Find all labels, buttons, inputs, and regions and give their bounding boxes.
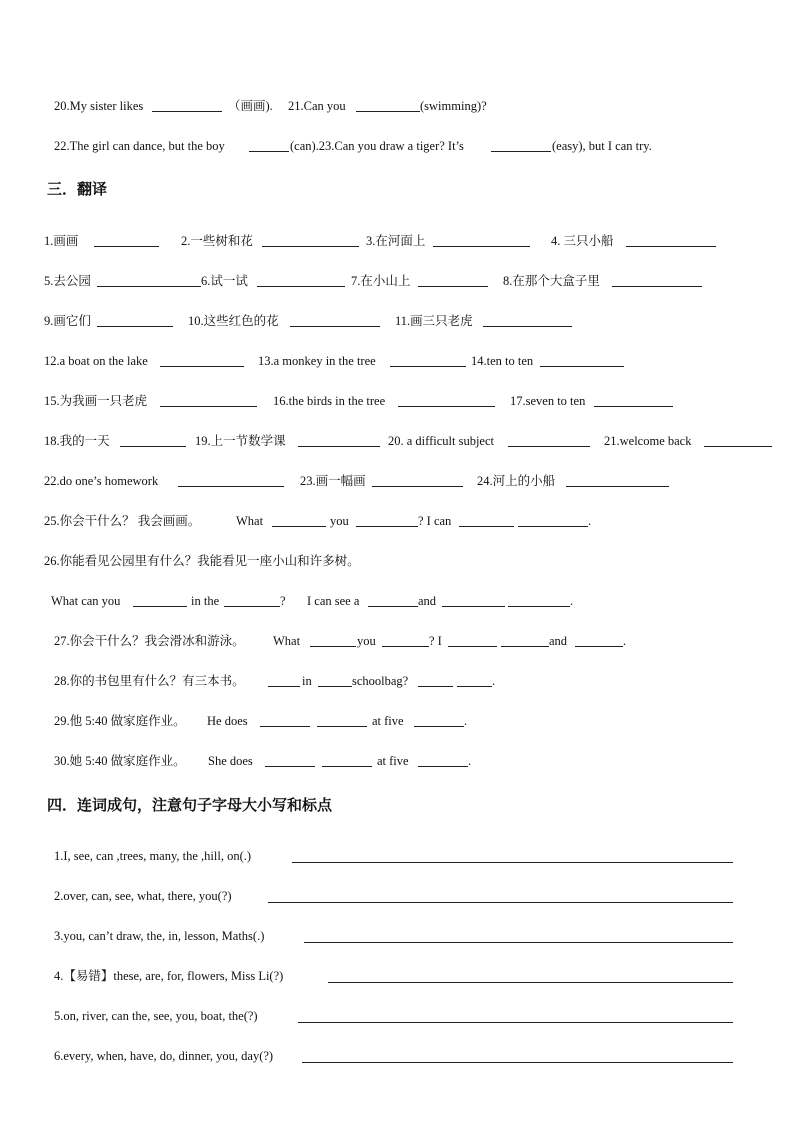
item-20: 20. a difficult subject (388, 434, 494, 448)
item-2-blank[interactable] (262, 246, 359, 247)
q26-in-the: in the (191, 594, 220, 608)
item-14-blank[interactable] (540, 366, 624, 367)
q25-chinese: 25.你会干什么？ 我会画画。 (44, 514, 201, 528)
q26-chinese: 26.你能看见公园里有什么？我能看见一座小山和许多树。 (44, 554, 360, 568)
sentence-2-answer-line[interactable] (268, 902, 733, 903)
q22-blank[interactable] (249, 151, 289, 152)
item-10: 10.这些红色的花 (188, 314, 279, 328)
q27-blank-3[interactable] (448, 646, 497, 647)
q30-at-five: at five (377, 754, 409, 768)
item-12: 12.a boat on the lake (44, 354, 148, 368)
q30-blank-1[interactable] (265, 766, 315, 767)
q27-i: ? I (429, 634, 442, 648)
sentence-1-words: 1.I, see, can ,trees, many, the ,hill, on(.) (54, 849, 252, 863)
q27-blank-1[interactable] (310, 646, 356, 647)
item-20-blank[interactable] (508, 446, 590, 447)
q29-period: . (464, 714, 468, 728)
q23-label: (can).23.Can you draw a tiger? It’s (290, 139, 464, 153)
item-1: 1.画画 (44, 234, 79, 248)
q30-she-does: She does (208, 754, 253, 768)
item-4-blank[interactable] (626, 246, 716, 247)
item-19: 19.上一节数学课 (195, 434, 286, 448)
item-17-blank[interactable] (594, 406, 673, 407)
q23-blank[interactable] (491, 151, 551, 152)
item-19-blank[interactable] (298, 446, 380, 447)
q29-chinese: 29.他 5:40 做家庭作业。 (54, 714, 186, 728)
q27-period: . (623, 634, 627, 648)
q30-chinese: 30.她 5:40 做家庭作业。 (54, 754, 186, 768)
q27-what: What (273, 634, 301, 648)
q26-period: . (570, 594, 574, 608)
item-22-blank[interactable] (178, 486, 284, 487)
item-11-blank[interactable] (483, 326, 572, 327)
q23-hint: (easy), but I can try. (552, 139, 652, 153)
q29-blank-1[interactable] (260, 726, 310, 727)
q26-what-can-you: What can you (51, 594, 121, 608)
item-24: 24.河上的小船 (477, 474, 556, 488)
item-14: 14.ten to ten (471, 354, 534, 368)
item-6-blank[interactable] (257, 286, 345, 287)
sentence-4-answer-line[interactable] (328, 982, 733, 983)
item-22: 22.do one’s homework (44, 474, 159, 488)
item-9: 9.画它们 (44, 314, 91, 328)
q30-blank-3[interactable] (418, 766, 468, 767)
q28-in: in (302, 674, 312, 688)
item-5: 5.去公园 (44, 274, 91, 288)
q30-period: . (468, 754, 472, 768)
q29-he-does: He does (207, 714, 248, 728)
q26-blank-4[interactable] (442, 606, 505, 607)
item-6: 6.试一试 (201, 274, 248, 288)
q20-hint: （画画). (228, 99, 273, 113)
q27-blank-2[interactable] (382, 646, 429, 647)
q26-and: and (418, 594, 437, 608)
item-2: 2.一些树和花 (181, 234, 253, 248)
section-3-title: 三．翻译 (47, 180, 108, 198)
sentence-3-words: 3.you, can’t draw, the, in, lesson, Maths(.) (54, 929, 265, 943)
item-9-blank[interactable] (97, 326, 173, 327)
q29-blank-3[interactable] (414, 726, 464, 727)
item-1-blank[interactable] (94, 246, 159, 247)
item-8-blank[interactable] (612, 286, 702, 287)
q26-i-can-see-a: I can see a (307, 594, 360, 608)
item-12-blank[interactable] (160, 366, 244, 367)
sentence-5-answer-line[interactable] (298, 1022, 733, 1023)
sentence-5-words: 5.on, river, can the, see, you, boat, the(?) (54, 1009, 258, 1023)
item-16: 16.the birds in the tree (273, 394, 386, 408)
q25-blank-2[interactable] (356, 526, 418, 527)
q27-you: you (357, 634, 376, 648)
item-3: 3.在河面上 (366, 234, 426, 248)
q21-hint: (swimming)? (420, 99, 487, 113)
q28-blank-4[interactable] (457, 686, 492, 687)
item-4: 4. 三只小船 (551, 234, 614, 248)
q26-blank-5[interactable] (508, 606, 570, 607)
q26-blank-3[interactable] (368, 606, 418, 607)
item-11: 11.画三只老虎 (395, 314, 473, 328)
q29-blank-2[interactable] (317, 726, 367, 727)
sentence-4-words: 4.【易错】these, are, for, flowers, Miss Li(?) (54, 969, 284, 983)
q21-label: 21.Can you (288, 99, 346, 113)
item-13: 13.a monkey in the tree (258, 354, 376, 368)
q29-at-five: at five (372, 714, 404, 728)
q28-blank-1[interactable] (268, 686, 300, 687)
item-21: 21.welcome back (604, 434, 692, 448)
q27-and: and (549, 634, 568, 648)
q25-blank-3[interactable] (459, 526, 514, 527)
q28-chinese: 28.你的书包里有什么？有三本书。 (54, 674, 245, 688)
item-23: 23.画一幅画 (300, 474, 366, 488)
q21-blank[interactable] (356, 111, 420, 112)
q25-period: . (588, 514, 592, 528)
item-17: 17.seven to ten (510, 394, 586, 408)
item-16-blank[interactable] (398, 406, 495, 407)
q25-what: What (236, 514, 264, 528)
q20-label: 20.My sister likes (54, 99, 144, 113)
item-15: 15.为我画一只老虎 (44, 394, 148, 408)
item-15-blank[interactable] (160, 406, 257, 407)
item-7-blank[interactable] (418, 286, 488, 287)
item-7: 7.在小山上 (351, 274, 411, 288)
q25-ican: ? I can (418, 514, 452, 528)
q27-blank-5[interactable] (575, 646, 623, 647)
q22-label: 22.The girl can dance, but the boy (54, 139, 225, 153)
item-18: 18.我的一天 (44, 434, 110, 448)
q28-period: . (492, 674, 496, 688)
q26-blank-2[interactable] (224, 606, 280, 607)
q27-blank-4[interactable] (501, 646, 549, 647)
item-23-blank[interactable] (372, 486, 463, 487)
q25-you: you (330, 514, 349, 528)
q28-blank-3[interactable] (418, 686, 453, 687)
q26-question-mark: ? (280, 594, 286, 608)
sentence-2-words: 2.over, can, see, what, there, you(?) (54, 889, 232, 903)
item-21-blank[interactable] (704, 446, 772, 447)
q26-blank-1[interactable] (133, 606, 187, 607)
item-10-blank[interactable] (290, 326, 380, 327)
q27-chinese: 27.你会干什么？我会滑冰和游泳。 (54, 634, 245, 648)
q28-schoolbag: schoolbag? (352, 674, 409, 688)
item-8: 8.在那个大盒子里 (503, 274, 600, 288)
q25-blank-1[interactable] (272, 526, 326, 527)
sentence-3-answer-line[interactable] (304, 942, 733, 943)
item-13-blank[interactable] (390, 366, 466, 367)
item-5-blank[interactable] (97, 286, 201, 287)
item-3-blank[interactable] (433, 246, 530, 247)
section-4-title: 四．连词成句，注意句子字母大小写和标点 (47, 796, 333, 814)
item-18-blank[interactable] (120, 446, 186, 447)
q25-blank-4[interactable] (518, 526, 588, 527)
item-24-blank[interactable] (566, 486, 669, 487)
q20-blank[interactable] (152, 111, 222, 112)
q28-blank-2[interactable] (318, 686, 352, 687)
sentence-1-answer-line[interactable] (292, 862, 733, 863)
sentence-6-answer-line[interactable] (302, 1062, 733, 1063)
sentence-6-words: 6.every, when, have, do, dinner, you, day(?) (54, 1049, 274, 1063)
q30-blank-2[interactable] (322, 766, 372, 767)
